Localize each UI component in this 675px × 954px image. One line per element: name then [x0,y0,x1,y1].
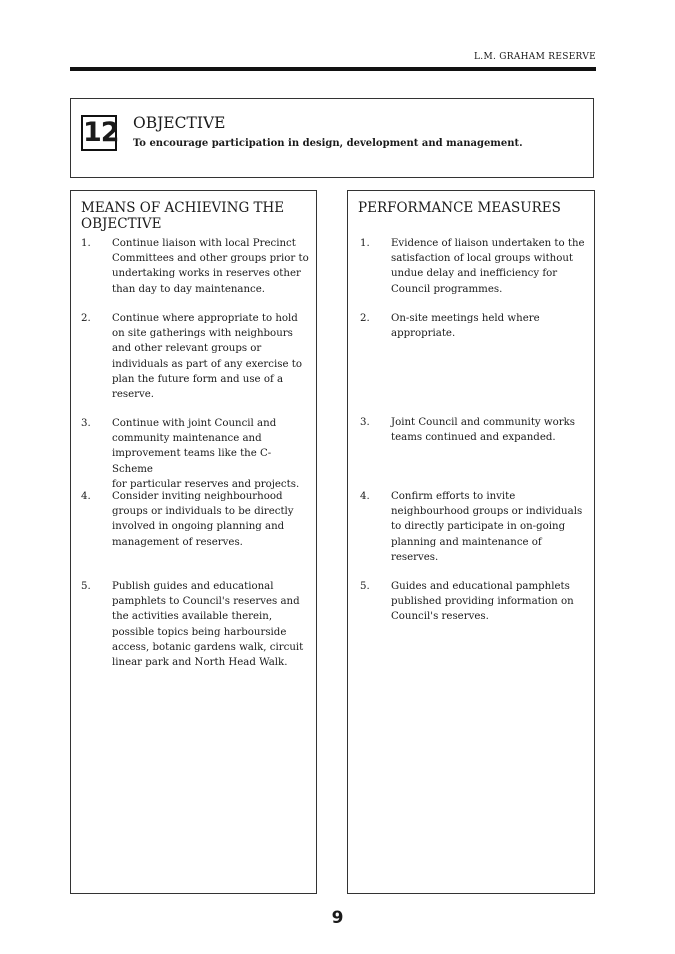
means-heading: MEANS OF ACHIEVING THE OBJECTIVE [81,200,285,232]
text-line: Consider inviting neighbourhood [112,491,283,502]
means-item-text [112,236,310,297]
text-line: Continue liaison with local Precinct [112,238,296,249]
means-item-text [112,579,310,670]
text-line: Joint Council and community works [391,417,576,428]
means-item-number: 5. [81,581,91,592]
measures-item-number: 4. [360,491,370,502]
means-item-text [112,416,310,492]
measures-item-number: 2. [360,313,370,324]
text-line: to directly participate in on-going [391,521,566,533]
text-line: Continue with joint Council and [112,418,277,429]
measures-column [347,190,595,894]
text-line: groups or individuals to be directly [112,506,294,518]
text-line: Guides and educational pamphlets [391,581,570,592]
text-line: reserves. [391,551,439,563]
means-item-number: 4. [81,491,91,502]
measures-item-number: 5. [360,581,370,592]
means-item-number: 2. [81,313,91,324]
measures-item-text [391,311,591,341]
text-line: access, botanic gardens walk, circuit [112,641,304,653]
means-item-text [112,489,310,550]
text-line: and other relevant groups or [112,343,262,355]
page-number: 9 [331,908,344,928]
text-line: plan the future form and use of a [112,373,284,385]
text-line: linear park and North Head Walk. [112,657,288,669]
text-line: planning and maintenance of [391,536,542,548]
objective-number: 12 [81,115,117,151]
measures-item-number: 3. [360,417,370,428]
text-line: individuals as part of any exercise to [112,358,302,370]
text-line: Council's reserves. [391,611,489,623]
measures-item-number: 1. [360,238,370,249]
means-item-number: 1. [81,238,91,249]
objective-box [70,98,594,178]
text-line: teams continued and expanded. [391,432,556,444]
text-line: for particular reserves and projects. [112,478,300,490]
text-line: undue delay and inefficiency for [391,268,558,280]
text-line: on site gatherings with neighbours [112,328,293,340]
means-item-number: 3. [81,418,91,429]
running-head: L.M. GRAHAM RESERVE [474,52,596,62]
text-line: satisfaction of local groups without [391,253,574,265]
text-line: Publish guides and educational [112,581,274,592]
text-line: Council programmes. [391,283,503,295]
objective-title: OBJECTIVE [133,114,226,132]
text-line: Committees and other groups prior to [112,253,309,265]
means-column [70,190,317,894]
text-line: On-site meetings held where [391,313,540,324]
text-line: published providing information on [391,596,574,608]
text-line: Continue where appropriate to hold [112,313,298,324]
text-line: the activities available therein, [112,611,273,623]
measures-item-text [391,579,591,625]
text-line: neighbourhood groups or individuals [391,506,583,518]
measures-item-text [391,415,591,445]
text-line: undertaking works in reserves other [112,268,301,280]
measures-item-text [391,236,591,297]
text-line: improvement teams like the C-Scheme [112,448,272,475]
measures-item-text [391,489,591,565]
measures-heading: PERFORMANCE MEASURES [358,200,561,216]
header-rule [70,67,596,71]
text-line: involved in ongoing planning and [112,521,285,533]
text-line: management of reserves. [112,536,243,548]
text-line: possible topics being harbourside [112,626,287,638]
objective-text: To encourage participation in design, development and management. [133,138,523,149]
text-line: community maintenance and [112,433,262,445]
text-line: than day to day maintenance. [112,283,266,295]
text-line: Evidence of liaison undertaken to the [391,238,585,249]
text-line: reserve. [112,389,155,401]
text-line: Confirm efforts to invite [391,491,516,502]
text-line: appropriate. [391,328,456,340]
means-item-text [112,311,310,402]
text-line: pamphlets to Council's reserves and [112,596,300,608]
